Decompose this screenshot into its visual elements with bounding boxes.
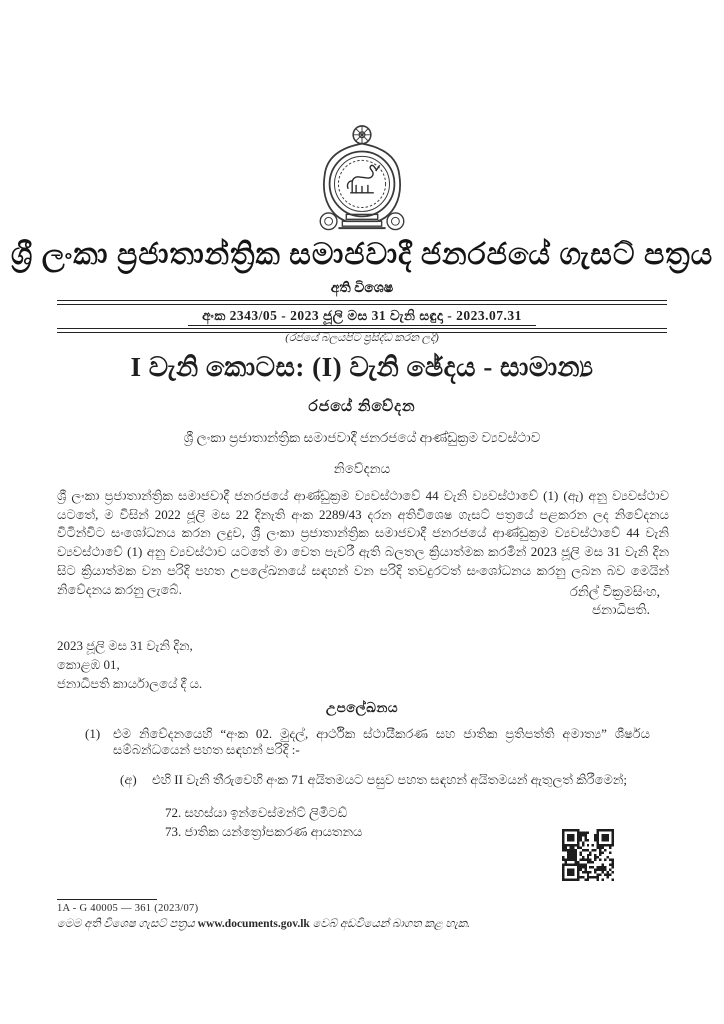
gazette-title: ශ්‍රී ලංකා ප්‍රජාතාන්ත්‍රික සමාජවාදී ජනරජයේ ගැසට් පත්‍රය xyxy=(10,238,714,271)
qr-code xyxy=(562,829,614,881)
notification-paragraph: ශ්‍රී ලංකා ප්‍රජාතාන්ත්‍රික සමාජවාදී ජනරජයේ ආණ්ඩුක්‍රම ව්‍යවස්ථාවේ 44 වැනි ව්‍යවස්ථාවේ (1) (ඇ) අනු ව්‍යවස්ථාව යටතේ, ම විසින් 2022 ජූලි මස 22 දිනැති අංක 2289/43 දරන අතිවිශෙෂ ගැසට් පත්‍රයේ පළකරන ලද නිවේදනය විටින්විට සංශෝධනය කරන ලදුව, ශ්‍රී ලංකා ප්‍රජාතාන්ත්‍රික සමාජවාදී ජනරජයේ ආණ්ඩුක්‍රම ව්‍යවස්ථාවේ 44 වැනි ව්‍යවස්ථාවේ (1) අනු ව්‍යවස්ථාව යටතේ මා වෙත පැවරී ඇති බලතල ක්‍රියාත්මක කරමින් 2023 ජූලි මස 31 වැනි දින සිට ක්‍රියාත්මක වන පරිදි පහත උපලේඛනයේ සඳහන් වන පරිදි තවදුරටත් සංශෝධනය කරනු ලබන බව මෙයින් නිවේදනය කරනු ලැබේ. xyxy=(57,488,669,597)
issue-bar xyxy=(57,300,667,333)
date-place-block xyxy=(57,636,202,693)
schedule-item-1 xyxy=(85,726,650,758)
schedule-subitem-a-number: (අ) xyxy=(120,772,137,787)
office-line: ජනාධිපති කාර්යාලයේ දී ය. xyxy=(57,676,203,691)
signatory-name: රනිල් වික්‍රමසිංහ, xyxy=(569,584,660,599)
place-line: කොළඹ 01, xyxy=(57,657,120,672)
print-reference-line: 1A - G 40005 — 361 (2023/07) xyxy=(57,903,199,914)
download-note-post: වෙබ් අඩවියෙන් බාගත කළ හැක. xyxy=(309,918,470,930)
schedule-item-1-text: එම නිවේදනයෙහි “අංක 02. මුදල්, ආර්ථික ස්ථායීකරණ සහ ජාතික ප්‍රතිපත්ති අමාත්‍ය” ශීර්ෂය සම්බන්ධයෙන් පහත සඳහන් පරිදි :- xyxy=(113,726,650,757)
download-note-pre: මෙම අති විශෙෂ ගැසට් පත්‍රය xyxy=(57,918,198,930)
date-line: 2023 ජූලි මස 31 වැනි දින, xyxy=(57,638,193,653)
signature-block xyxy=(570,583,660,619)
gazette-edition-label: අති විශෙෂ xyxy=(330,281,394,296)
schedule-subitem-a-text: එහි II වැනි තීරුවෙහි අංක 71 අයිතමයට පසුව පහත සඳහන් අයිතමයන් ඇතුලත් කිරීමෙන්; xyxy=(152,772,627,787)
sri-lanka-national-emblem-icon xyxy=(0,124,724,241)
download-note-line xyxy=(57,918,470,931)
schedule-heading: උපලේඛනය xyxy=(325,700,399,715)
constitution-title: ශ්‍රී ලංකා ප්‍රජාතාන්ත්‍රික සමාජවාදී ජනරජයේ ආණ්ඩුක්‍රම ව්‍යවස්ථාව xyxy=(183,430,541,445)
footnote-rule xyxy=(57,899,157,900)
notification-label: නිවේදනය xyxy=(333,461,391,476)
part-heading: I වැනි කොටස: (I) වැනි ඡේදය - සාමාන්‍ය xyxy=(130,352,594,382)
schedule-item-1-number: (1) xyxy=(85,726,101,741)
schedule-list-item-73: 73. ජාතික යන්ත්‍රෝපකරණ ආයතනය xyxy=(165,824,363,839)
gazette-website-url: www.documents.gov.lk xyxy=(197,918,310,930)
issue-number-line: අංක 2343/05 - 2023 ජූලි මස 31 වැනි සඳුදා - 2023.07.31 xyxy=(188,308,536,326)
signatory-title: ජනාධිපති. xyxy=(591,602,650,618)
published-by-authority-line: (රජයේ බලයපිට ප්‍රසිද්ධ කරන ලදී) xyxy=(285,332,439,344)
section-heading: රජයේ නිවේදන xyxy=(308,398,416,415)
schedule-subitem-a xyxy=(120,772,648,788)
schedule-list-item-72: 72. සහස්යා ඉන්වෙස්මන්ට් ලිමිටඩ් xyxy=(165,805,348,820)
